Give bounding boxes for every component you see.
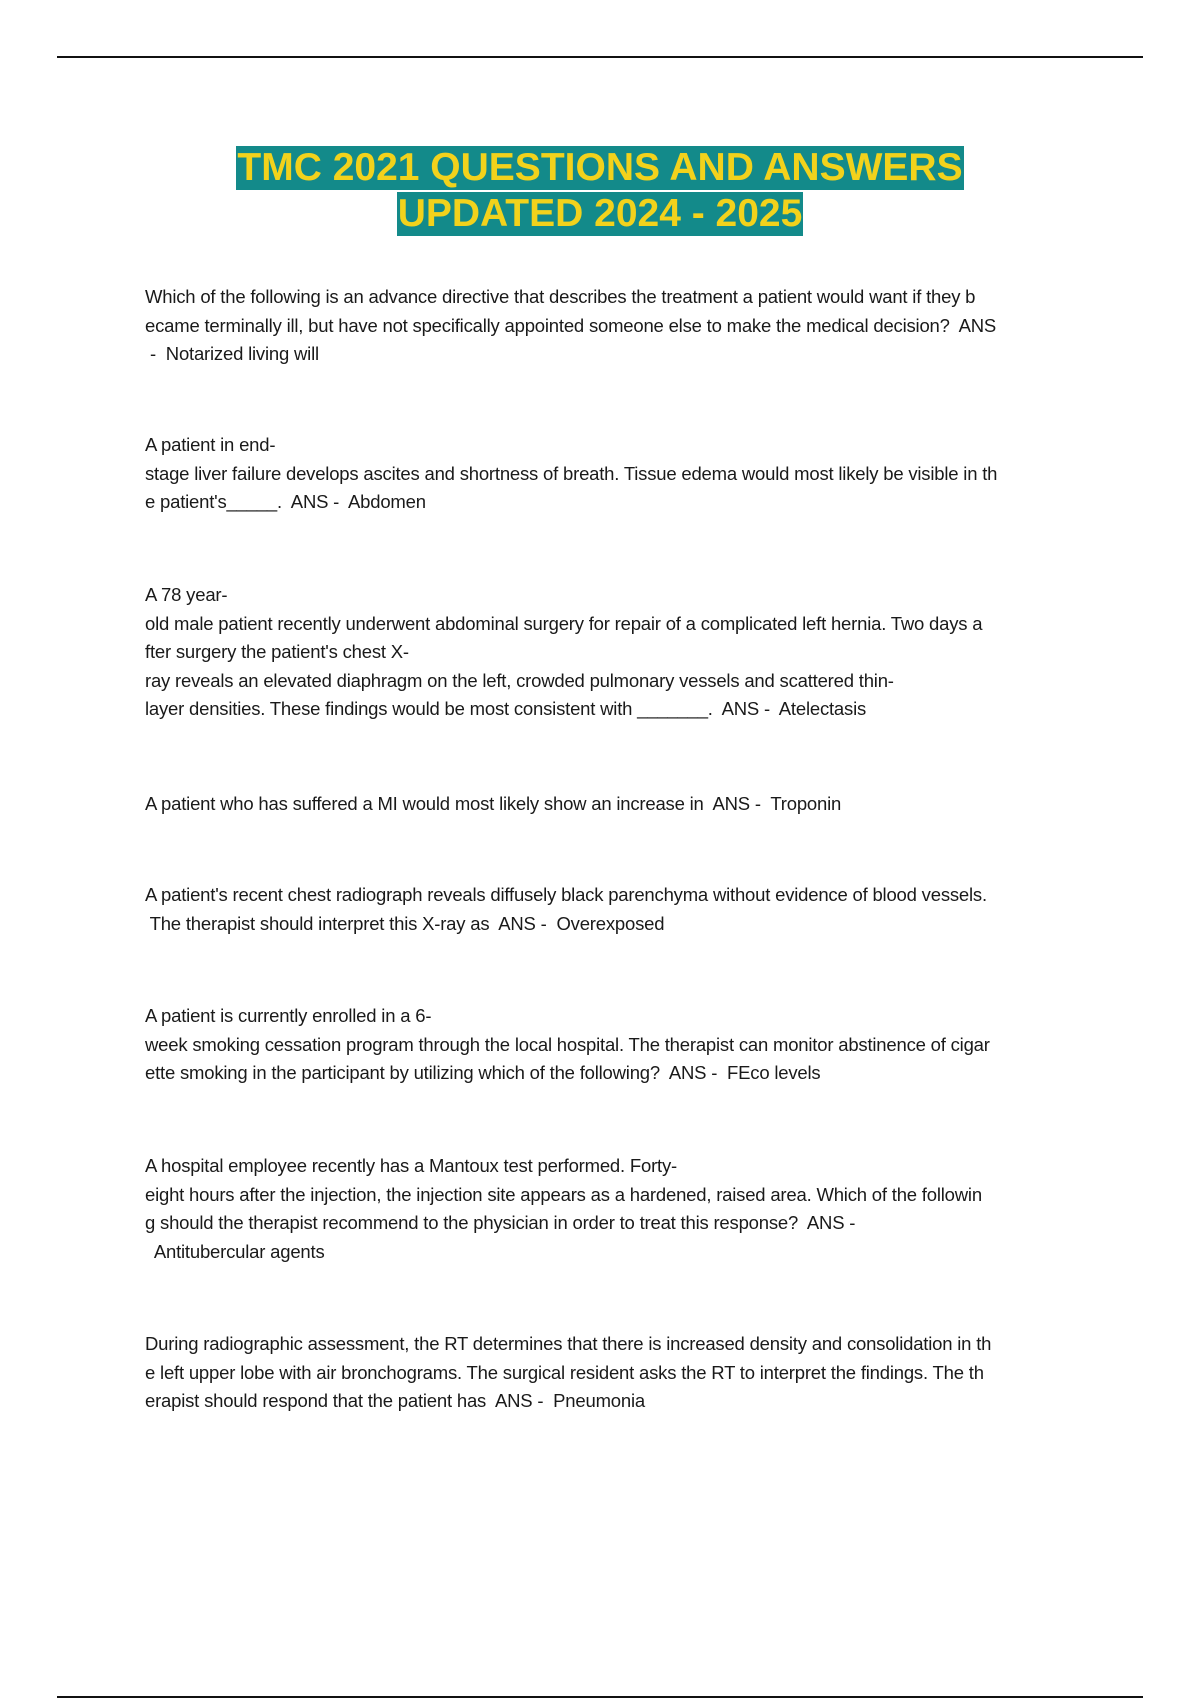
qa-line: A patient is currently enrolled in a 6- (145, 1005, 432, 1026)
top-rule (57, 56, 1143, 58)
qa-line: ette smoking in the participant by utilizing which of the following? ANS - FEco levels (145, 1062, 821, 1083)
qa-line: During radiographic assessment, the RT determines that there is increased density and consolidation in th (145, 1333, 992, 1354)
title-line-1: TMC 2021 QUESTIONS AND ANSWERS (237, 146, 963, 189)
qa-line: layer densities. These findings would be most consistent with _______. ANS - Atelectasis (145, 698, 867, 719)
qa-item-3 (145, 581, 982, 724)
qa-line: A patient in end- (145, 434, 276, 455)
qa-line: stage liver failure develops ascites and shortness of breath. Tissue edema would most likely be visible in th (145, 462, 998, 484)
qa-item-5 (145, 881, 987, 938)
qa-line: A 78 year- (145, 584, 228, 605)
qa-item-7 (145, 1152, 982, 1266)
qa-item-8 (145, 1330, 991, 1416)
qa-line: g should the therapist recommend to the physician in order to treat this response? ANS - (145, 1212, 856, 1233)
qa-line: erapist should respond that the patient has ANS - Pneumonia (145, 1390, 645, 1411)
qa-line: week smoking cessation program through the local hospital. The therapist can monitor abstinence of cigar (145, 1033, 990, 1055)
qa-item-2 (145, 431, 997, 517)
qa-line: - Notarized living will (145, 343, 319, 364)
qa-line: e left upper lobe with air bronchograms. The surgical resident asks the RT to interpret the findings. The th (145, 1361, 984, 1383)
qa-line: eight hours after the injection, the injection site appears as a hardened, raised area. Which of the followin (145, 1183, 982, 1205)
qa-line: ray reveals an elevated diaphragm on the left, crowded pulmonary vessels and scattered thin- (145, 669, 894, 691)
document-title (0, 146, 1200, 238)
qa-item-4 (145, 790, 841, 819)
qa-line: fter surgery the patient's chest X- (145, 641, 409, 662)
bottom-rule (57, 1696, 1143, 1698)
qa-line: old male patient recently underwent abdominal surgery for repair of a complicated left hernia. Two days a (145, 612, 983, 634)
qa-line: A hospital employee recently has a Mantoux test performed. Forty- (145, 1155, 677, 1176)
qa-line: Antitubercular agents (145, 1240, 325, 1262)
qa-line: Which of the following is an advance directive that describes the treatment a patient would want if they b (145, 286, 976, 307)
qa-line: e patient's_____. ANS - Abdomen (145, 491, 426, 512)
title-line-2: UPDATED 2024 - 2025 (397, 192, 803, 235)
qa-line: The therapist should interpret this X-ray as ANS - Overexposed (145, 912, 665, 934)
qa-item-6 (145, 1002, 990, 1088)
qa-item-1 (145, 283, 996, 369)
qa-line: A patient who has suffered a MI would most likely show an increase in ANS - Troponin (145, 793, 842, 814)
qa-line: ecame terminally ill, but have not specifically appointed someone else to make the medical decision? ANS (145, 314, 997, 336)
qa-line: A patient's recent chest radiograph reveals diffusely black parenchyma without evidence of blood vessels. (145, 884, 987, 905)
